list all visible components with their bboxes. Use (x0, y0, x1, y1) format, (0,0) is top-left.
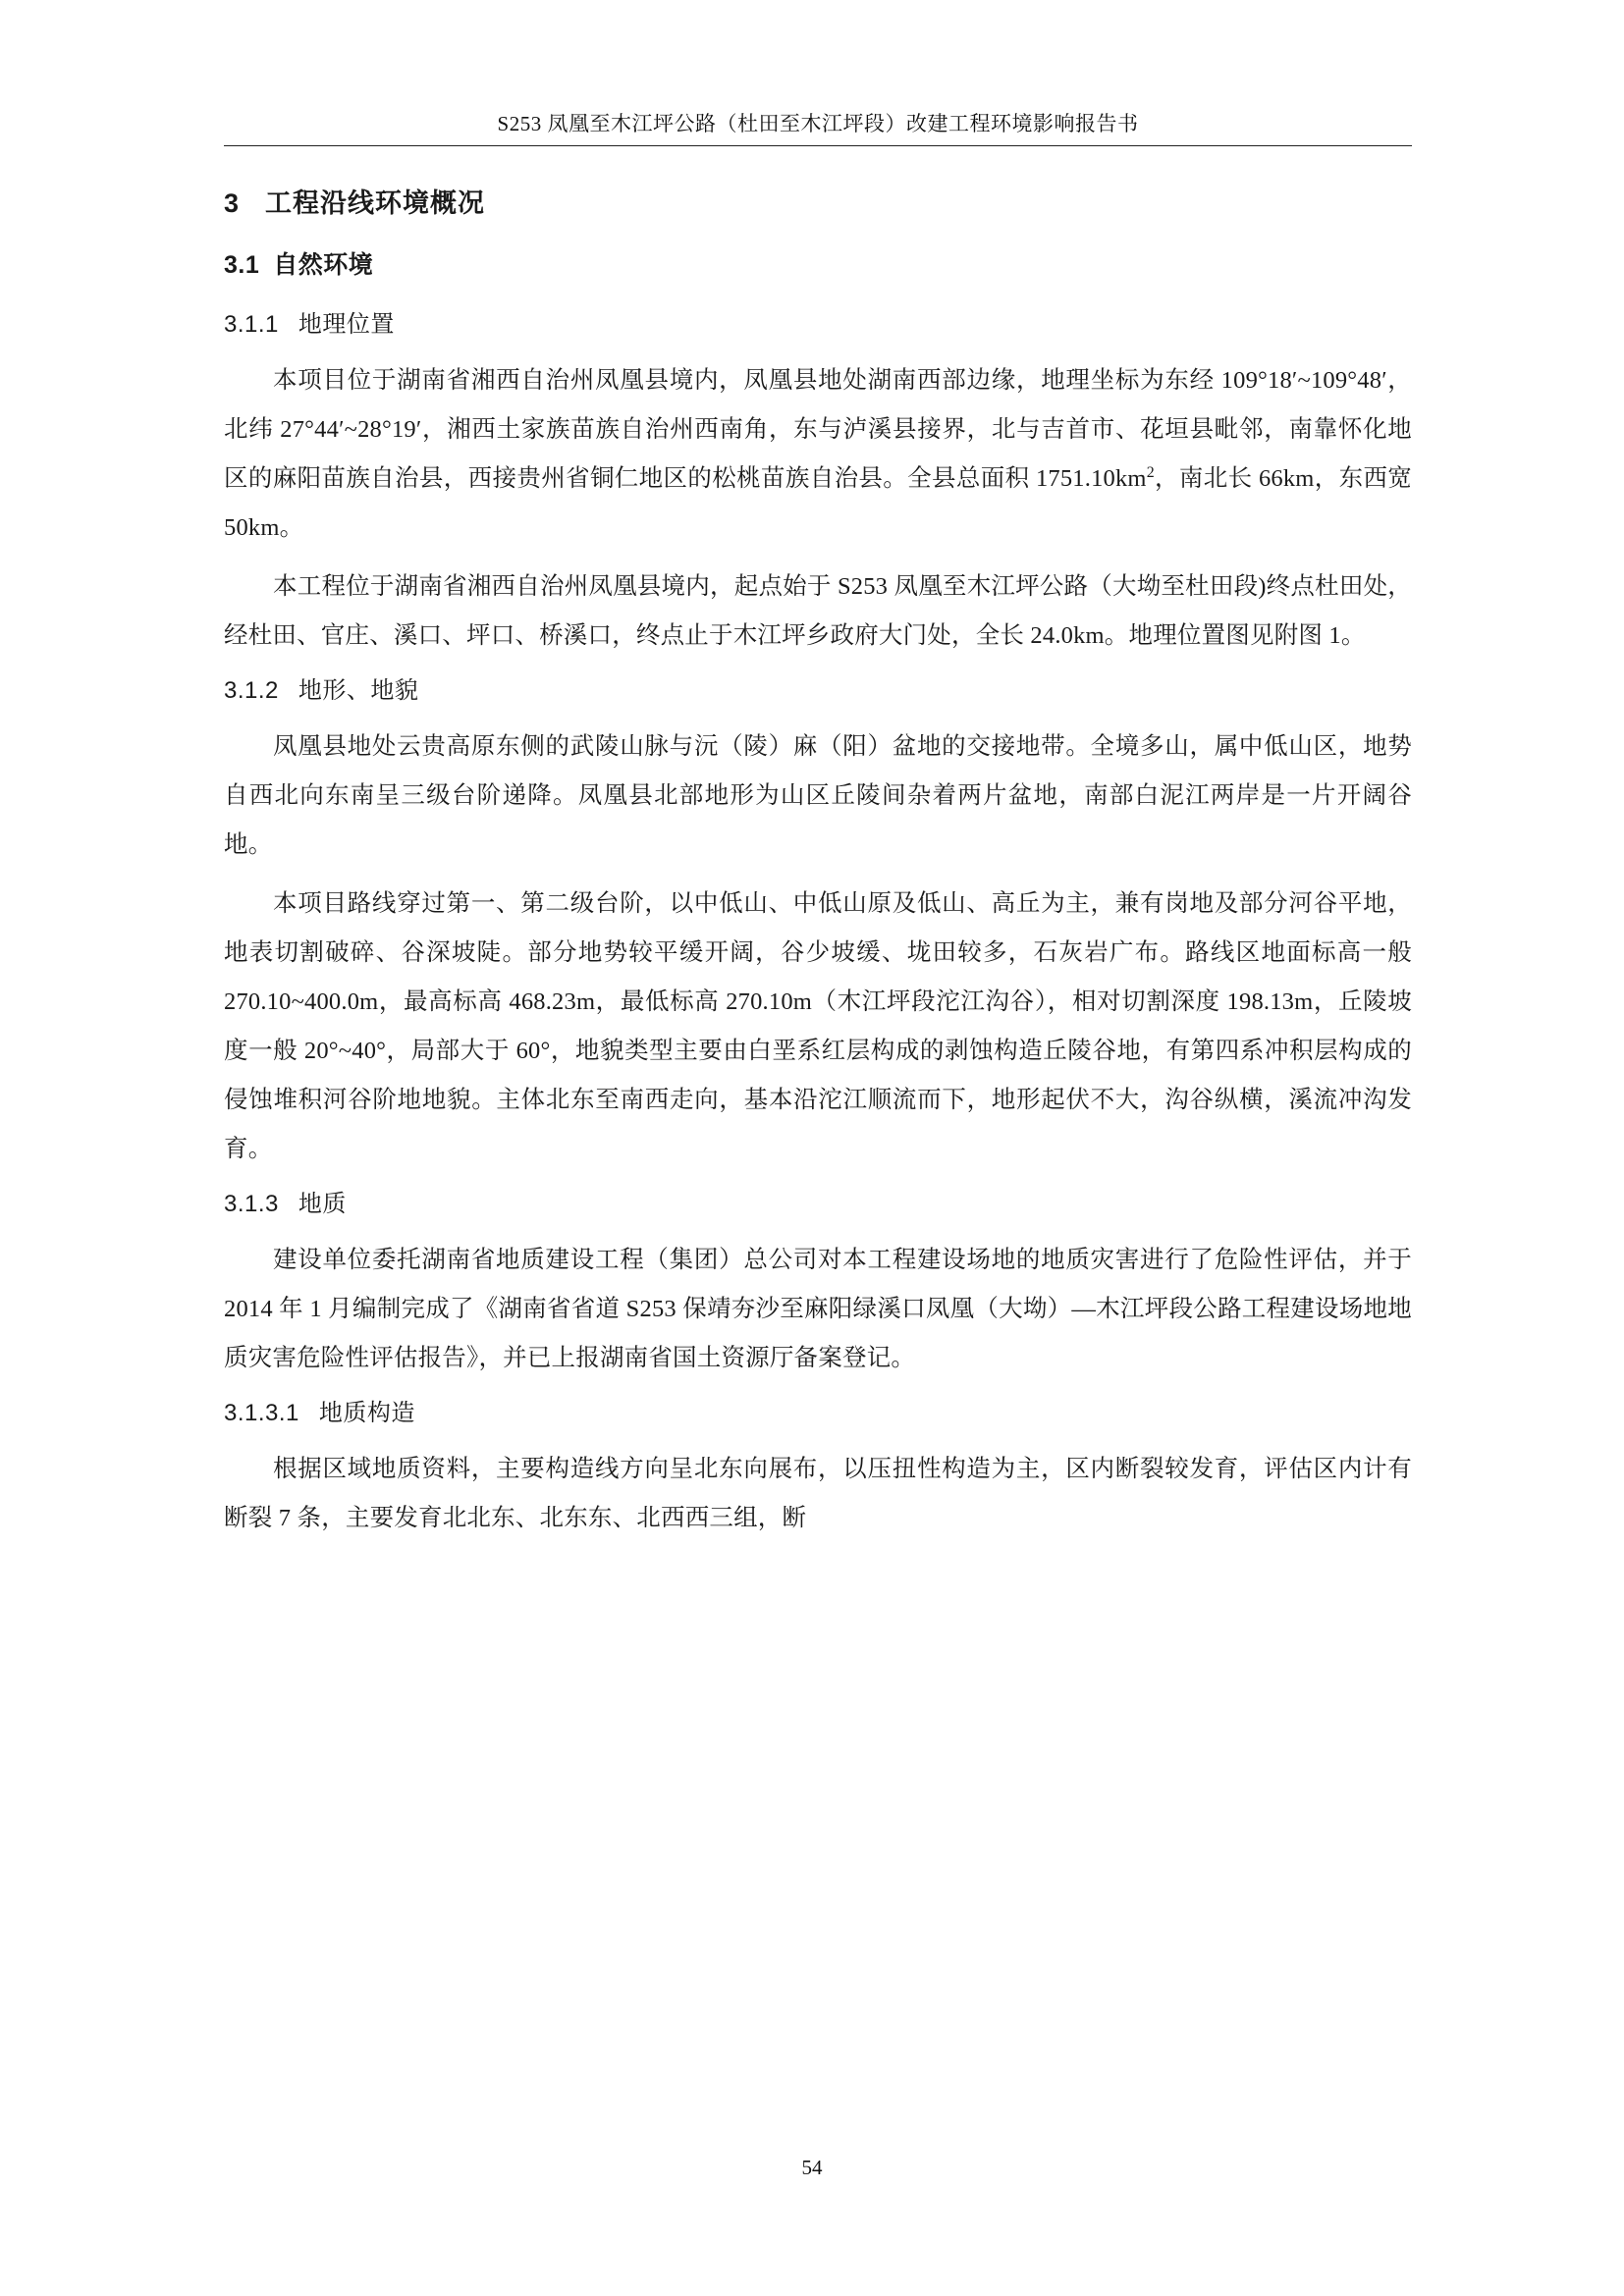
heading-section-3-number: 3 (224, 188, 241, 218)
paragraph-route-description: 本工程位于湖南省湘西自治州凤凰县境内，起点始于 S253 凤凰至木江坪公路（大坳至杜田段)终点杜田处，经杜田、官庄、溪口、坪口、桥溪口，终点止于木江坪乡政府大门处，全长 24.0km。地理位置图见附图 1。 (224, 573, 1412, 649)
paragraph-location-superscript: 2 (1146, 463, 1155, 481)
heading-section-3-1-3-number: 3.1.3 (224, 1191, 279, 1217)
paragraph-location-overview-part2: ，南北长 66km，东西宽 50km。 (224, 465, 1413, 541)
document-body (224, 182, 1412, 1543)
page-header-title: S253 凤凰至木江坪公路（杜田至木江坪段）改建工程环境影响报告书 (497, 112, 1139, 135)
heading-section-3-1 (224, 245, 1412, 281)
paragraph-topography-route: 本项目路线穿过第一、第二级台阶，以中低山、中低山原及低山、高丘为主，兼有岗地及部分河谷平地，地表切割破碎、谷深坡陡。部分地势较平缓开阔，谷少坡缓、垅田较多，石灰岩广布。路线区地面标高一般 270.10~400.0m，最高标高 468.23m，最低标高 270.10m（木江坪段沱江沟谷），相对切割深度 198.13m，丘陵坡度一般 20°~40°，局部大于 60°，地貌类型主要由白垩系红层构成的剥蚀构造丘陵谷地，有第四系冲积层构成的侵蚀堆积河谷阶地地貌。主体北东至南西走向，基本沿沱江顺流而下，地形起伏不大，沟谷纵横，溪流冲沟发育。 (224, 890, 1412, 1162)
paragraph-location-overview-part1: 本项目位于湖南省湘西自治州凤凰县境内，凤凰县地处湖南西部边缘，地理坐标为东经 109°18′~109°48′，北纬 27°44′~28°19′，湘西土家族苗族自治州西南角，东与泸溪县接界，北与吉首市、花垣县毗邻，南靠怀化地区的麻阳苗族自治县，西接贵州省铜仁地区的松桃苗族自治县。全县总面积 1751.10km (224, 367, 1412, 492)
heading-section-3-1-2 (224, 670, 1412, 705)
heading-section-3-1-1 (224, 304, 1412, 339)
heading-section-3-1-number: 3.1 (224, 251, 260, 279)
heading-section-3-1-3-title: 地质 (298, 1191, 347, 1217)
header-divider (224, 145, 1412, 146)
heading-section-3-1-title: 自然环境 (273, 251, 374, 279)
page-number: 54 (801, 2156, 823, 2179)
paragraph-location-overview (224, 356, 1412, 553)
heading-section-3-1-2-title: 地形、地貌 (298, 677, 419, 704)
heading-section-3-1-3-1-title: 地质构造 (318, 1400, 415, 1426)
heading-section-3-1-3-1-number: 3.1.3.1 (224, 1400, 299, 1426)
paragraph-geology-assessment: 建设单位委托湖南省地质建设工程（集团）总公司对本工程建设场地的地质灾害进行了危险性评估，并于 2014 年 1 月编制完成了《湖南省省道 S253 保靖夯沙至麻阳绿溪口凤凰（大坳）—木江坪段公路工程建设场地地质灾害危险性评估报告》，并已上报湖南省国土资源厅备案登记。 (224, 1247, 1412, 1371)
paragraph-geological-structure: 根据区域地质资料，主要构造线方向呈北东向展布，以压扭性构造为主，区内断裂较发育，评估区内计有断裂 7 条，主要发育北北东、北东东、北西西三组，断 (224, 1456, 1412, 1531)
heading-section-3-title: 工程沿线环境概况 (265, 188, 486, 218)
heading-section-3-1-3 (224, 1184, 1412, 1218)
heading-section-3-1-3-1 (224, 1393, 1412, 1427)
heading-section-3-1-1-title: 地理位置 (298, 311, 395, 338)
heading-section-3-1-2-number: 3.1.2 (224, 677, 279, 704)
heading-section-3-1-1-number: 3.1.1 (224, 311, 279, 338)
heading-section-3 (224, 182, 1412, 220)
paragraph-topography-county: 凤凰县地处云贵高原东侧的武陵山脉与沅（陵）麻（阳）盆地的交接地带。全境多山，属中低山区，地势自西北向东南呈三级台阶递降。凤凰县北部地形为山区丘陵间杂着两片盆地，南部白泥江两岸是一片开阔谷地。 (224, 733, 1412, 858)
page-content (224, 108, 1412, 1553)
